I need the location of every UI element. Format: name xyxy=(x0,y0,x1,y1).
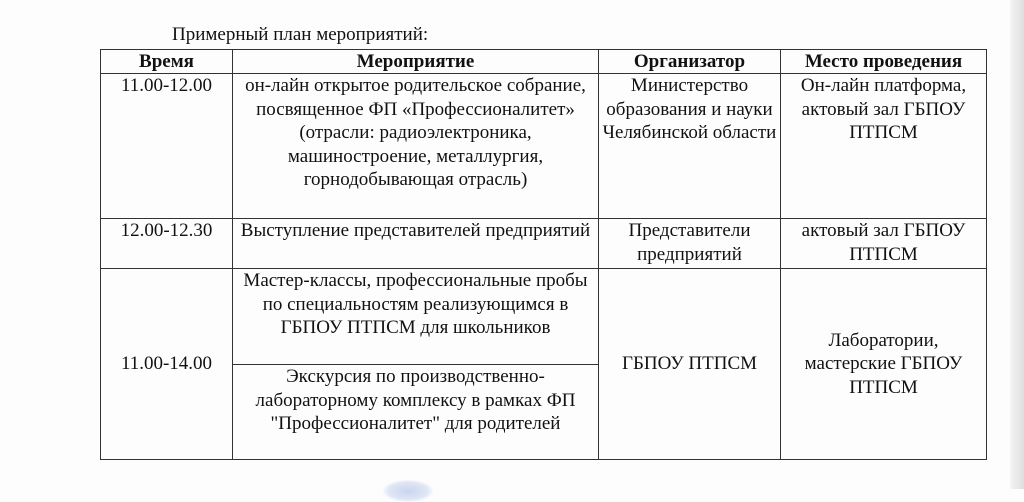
header-time: Время xyxy=(101,50,233,74)
page-edge-shadow xyxy=(1010,0,1024,489)
cell-place: актовый зал ГБПОУ ПТПСМ xyxy=(781,219,987,269)
cell-event: он-лайн открытое родительское собрание, посвященное ФП «Профессионалитет» (отрасли: радиоэлектроника, машиностроение, металлургия, горнодобывающая отрасль) xyxy=(233,74,599,219)
cell-place: Он-лайн платформа, актовый зал ГБПОУ ПТПСМ xyxy=(781,74,987,219)
document-caption: Примерный план мероприятий: xyxy=(172,24,429,45)
header-event: Мероприятие xyxy=(233,50,599,74)
cell-place: Лаборатории, мастерские ГБПОУ ПТПСМ xyxy=(781,269,987,460)
cell-event: Экскурсия по производственно-лабораторному комплексу в рамках ФП "Профессионалитет" для родителей xyxy=(233,365,599,460)
cell-event: Мастер-классы, профессиональные пробы по специальностям реализующимся в ГБПОУ ПТПСМ для школьников xyxy=(233,269,599,365)
table-header-row xyxy=(101,50,987,74)
cell-time: 11.00-14.00 xyxy=(101,269,233,460)
cell-event: Выступление представителей предприятий xyxy=(233,219,599,269)
cell-time: 12.00-12.30 xyxy=(101,219,233,269)
table-row xyxy=(101,74,987,219)
cell-organizer: Представители предприятий xyxy=(599,219,781,269)
cell-organizer: Министерство образования и науки Челябинской области xyxy=(599,74,781,219)
header-place: Место проведения xyxy=(781,50,987,74)
table-row xyxy=(101,219,987,269)
cell-organizer: ГБПОУ ПТПСМ xyxy=(599,269,781,460)
header-organizer: Организатор xyxy=(599,50,781,74)
events-plan-table xyxy=(100,49,987,460)
decorative-blob xyxy=(383,480,433,502)
table-row xyxy=(101,269,987,365)
cell-time: 11.00-12.00 xyxy=(101,74,233,219)
